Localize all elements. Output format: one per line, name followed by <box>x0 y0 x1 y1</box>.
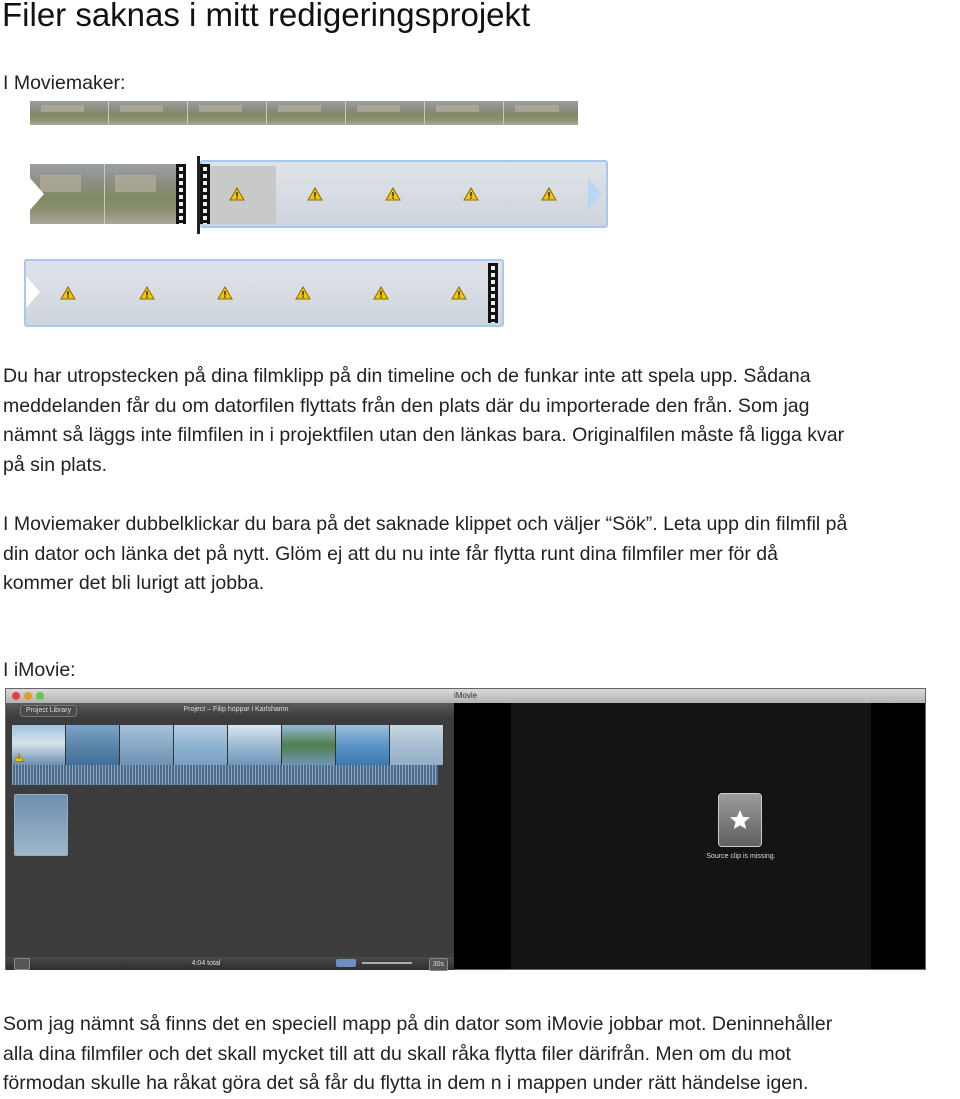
imovie-window <box>5 688 926 970</box>
transition-chevron-icon <box>588 178 602 210</box>
thumbnail-frame <box>346 101 425 125</box>
project-library-button[interactable]: Project Library <box>20 705 77 717</box>
warning-triangle-icon <box>229 187 245 201</box>
page-title: Filer saknas i mitt redigeringsprojekt <box>2 0 531 33</box>
text-line: alla dina filmfiler och det skall mycket till att du skall råka flytta filer därifrån. Men om du mot <box>3 1042 791 1065</box>
text-line: förmodan skulle ha råkat göra det så får du flytta in dem n i mappen under rätt händelse igen. <box>3 1072 809 1094</box>
warning-triangle-icon <box>14 753 24 762</box>
viewer-pane <box>454 703 925 969</box>
moviemaker-missing-clip[interactable] <box>24 259 504 327</box>
film-sprocket-icon <box>176 164 186 224</box>
thumbnail-frame <box>267 101 346 125</box>
moviemaker-clip-thumbnails[interactable] <box>30 164 178 224</box>
thumbnail-frame <box>30 101 109 125</box>
total-time: 4:04 total <box>191 960 221 967</box>
clip-thumbnail[interactable] <box>120 725 174 765</box>
text-line: kommer det bli lurigt att jobba. <box>3 572 265 594</box>
moviemaker-thumbnail-strip <box>30 101 578 125</box>
text-line: I Moviemaker dubbelklickar du bara på det saknade klippet och väljer “Sök”. Leta upp din filmfil på <box>3 513 848 535</box>
text-line: Du har utropstecken på dina filmklipp på din timeline och de funkar inte att spela upp. Sådana <box>3 365 811 387</box>
warning-triangle-icon <box>60 286 76 300</box>
film-sprocket-icon <box>200 164 210 224</box>
window-title: iMovie <box>453 691 478 700</box>
clip-thumbnail[interactable] <box>282 725 336 765</box>
moviemaker-paragraph-2 <box>3 510 847 599</box>
project-clip-missing[interactable] <box>14 794 68 856</box>
viewer <box>511 703 871 969</box>
transition-chevron-icon <box>30 178 44 210</box>
project-status-bar <box>6 957 454 970</box>
text-line: meddelanden får du om datorfilen flyttats från den plats där du importerade den från. Som jag <box>3 394 810 417</box>
section-label-moviemaker: I Moviemaker: <box>3 72 126 94</box>
thumbnail-frame <box>105 164 178 224</box>
project-pane <box>6 703 454 957</box>
section-label-imovie: I iMovie: <box>3 659 76 681</box>
close-icon[interactable] <box>12 692 20 700</box>
source-missing-message: Source clip is missing. <box>706 853 776 860</box>
audio-button[interactable] <box>336 959 356 967</box>
window-titlebar[interactable] <box>6 689 925 704</box>
text-line: din dator och länka det på nytt. Glöm ej att du nu inte får flytta runt dina filmfiler mer för då <box>3 542 778 565</box>
zoom-slider[interactable] <box>362 962 412 964</box>
zoom-level-label: 30s <box>429 958 448 971</box>
star-icon <box>728 808 752 832</box>
warning-triangle-icon <box>385 187 401 201</box>
clip-thumbnail[interactable] <box>336 725 390 765</box>
warning-triangle-icon <box>451 286 467 300</box>
warning-triangle-icon <box>217 286 233 300</box>
warning-triangle-icon <box>307 187 323 201</box>
thumbnail-frame <box>504 101 578 125</box>
audio-waveform <box>12 765 438 785</box>
thumbnail-frame <box>109 101 188 125</box>
transition-chevron-icon <box>26 276 40 308</box>
text-line: nämnt så läggs inte filmfilen in i projektfilen utan den länkas bara. Originalfilen måste få ligga kvar <box>3 424 845 446</box>
moviemaker-paragraph-1 <box>3 362 844 480</box>
zoom-icon[interactable] <box>36 692 44 700</box>
thumbnail-frame <box>188 101 267 125</box>
text-line: Som jag nämnt så finns det en speciell mapp på din dator som iMovie jobbar mot. Deninnehåller <box>3 1013 833 1035</box>
warning-triangle-icon <box>541 187 557 201</box>
project-toolbar <box>6 703 454 717</box>
warning-triangle-icon <box>139 286 155 300</box>
clip-thumbnail[interactable] <box>66 725 120 765</box>
project-clip-thumbnails[interactable] <box>12 725 438 765</box>
clip-thumbnail[interactable] <box>228 725 282 765</box>
minimize-icon[interactable] <box>24 692 32 700</box>
play-icon[interactable] <box>14 958 30 970</box>
text-line: på sin plats. <box>3 453 108 476</box>
film-sprocket-icon <box>488 263 498 323</box>
warning-triangle-icon <box>295 286 311 300</box>
imovie-paragraph <box>3 1010 832 1099</box>
warning-triangle-icon <box>463 187 479 201</box>
missing-clip-placeholder <box>718 793 762 847</box>
thumbnail-frame <box>425 101 504 125</box>
project-title: Project – Filip hoppar i Karlshamn <box>183 706 289 713</box>
warning-triangle-icon <box>373 286 389 300</box>
clip-thumbnail[interactable] <box>390 725 444 765</box>
clip-thumbnail[interactable] <box>174 725 228 765</box>
